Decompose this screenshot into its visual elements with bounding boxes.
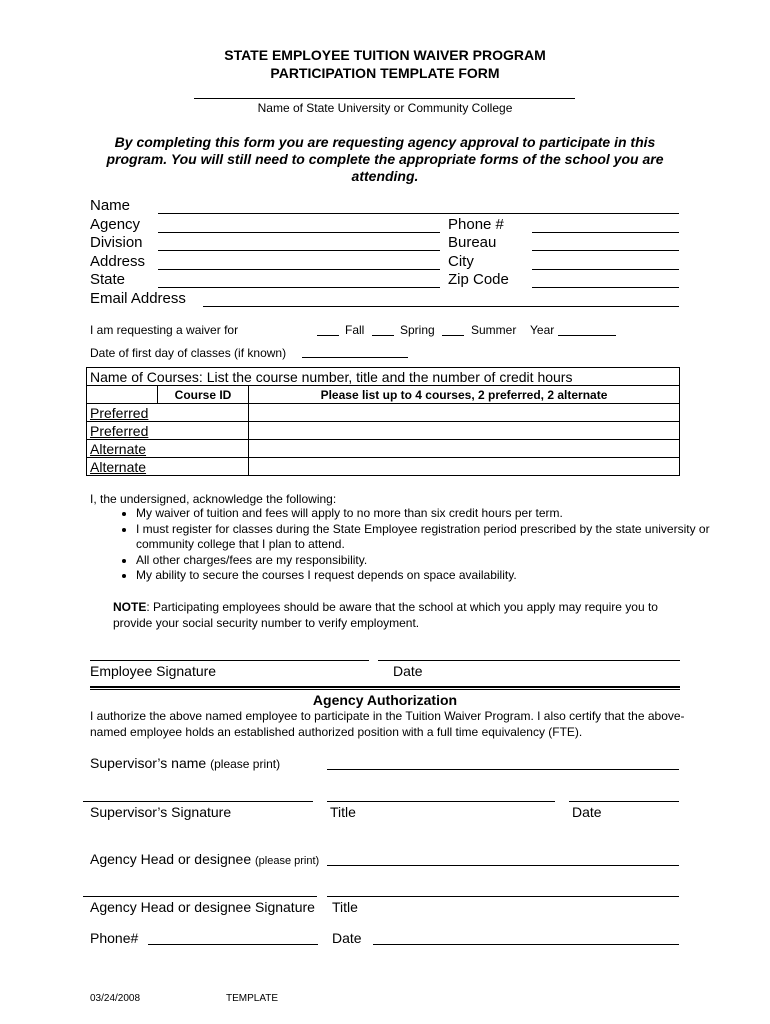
course-entry-cell[interactable]: [249, 440, 680, 458]
phone-number-label: Phone#: [90, 930, 139, 946]
agency-head-text: Agency Head or designee: [90, 851, 252, 867]
supervisor-signature-line[interactable]: [83, 801, 313, 802]
agency-label: Agency: [90, 216, 141, 233]
state-field[interactable]: [158, 287, 440, 288]
year-field[interactable]: [558, 335, 616, 336]
fall-label: Fall: [345, 323, 365, 337]
address-field[interactable]: [158, 269, 440, 270]
email-label: Email Address: [90, 290, 186, 307]
division-field[interactable]: [158, 250, 440, 251]
first-day-label: Date of first day of classes (if known): [90, 346, 287, 360]
agency-head-label: [90, 851, 319, 867]
summer-label: Summer: [471, 323, 517, 337]
note-text: : Participating employees should be aware that the school at which you apply may require you to provide your social security number to verify employment.: [113, 600, 658, 630]
header-spacer: [87, 386, 158, 404]
supervisor-date-label: Date: [572, 804, 602, 820]
summer-blank[interactable]: [442, 335, 464, 336]
footer-template-label: TEMPLATE: [226, 993, 279, 1004]
city-field[interactable]: [532, 269, 679, 270]
supervisor-title-label: Title: [330, 804, 356, 820]
city-label: City: [448, 253, 474, 270]
zip-label: Zip Code: [448, 271, 509, 288]
email-field[interactable]: [203, 306, 679, 307]
name-label: Name: [90, 197, 131, 214]
spring-label: Spring: [400, 323, 435, 337]
agency-head-signature-line[interactable]: [83, 896, 317, 897]
phone-number-field[interactable]: [148, 944, 318, 945]
row-label: Alternate: [87, 458, 249, 476]
list-item: • My ability to secure the courses I request depends on space availability.: [136, 568, 736, 584]
bureau-field[interactable]: [532, 250, 679, 251]
name-field[interactable]: [158, 213, 679, 214]
employee-date-label: Date: [393, 663, 423, 679]
table-row: [87, 422, 680, 440]
acknowledge-list: [90, 506, 736, 584]
courses-table: [86, 367, 680, 476]
bureau-label: Bureau: [448, 234, 497, 251]
section-divider: [90, 686, 680, 690]
employee-signature-label: Employee Signature: [90, 663, 217, 679]
list-item: • All other charges/fees are my responsibility.: [136, 553, 736, 569]
form-title-line2: PARTICIPATION TEMPLATE FORM: [270, 65, 500, 81]
agency-authorization-heading: Agency Authorization: [312, 692, 458, 708]
supervisor-name-label: [90, 755, 280, 771]
supervisor-signature-label: Supervisor’s Signature: [90, 804, 232, 820]
requesting-waiver-label: I am requesting a waiver for: [90, 323, 239, 337]
form-title-line1: STATE EMPLOYEE TUITION WAIVER PROGRAM: [224, 47, 546, 63]
table-row: [87, 458, 680, 476]
course-entry-cell[interactable]: [249, 404, 680, 422]
agency-authorization-text: I authorize the above named employee to participate in the Tuition Waiver Program. I also certify that the above-named employee holds an established authorized position with a full time equivalency (FTE).: [90, 709, 685, 739]
authorization-date-label: Date: [332, 930, 362, 946]
acknowledge-intro: I, the undersigned, acknowledge the following:: [90, 492, 337, 506]
fall-blank[interactable]: [317, 335, 339, 336]
course-entry-cell[interactable]: [249, 458, 680, 476]
table-row: [87, 404, 680, 422]
courses-caption: Name of Courses: List the course number, title and the number of credit hours: [87, 368, 680, 386]
phone-field[interactable]: [532, 232, 679, 233]
note-label: NOTE: [113, 600, 147, 614]
row-label: Preferred: [87, 404, 249, 422]
supervisor-title-line[interactable]: [327, 801, 555, 802]
address-label: Address: [90, 253, 146, 270]
supervisor-name-text: Supervisor’s name: [90, 755, 207, 771]
agency-head-title-label: Title: [332, 899, 358, 915]
authorization-date-field[interactable]: [373, 944, 679, 945]
row-label: Alternate: [87, 440, 249, 458]
please-print-note: (please print): [255, 855, 320, 867]
institution-name-line[interactable]: [194, 98, 575, 99]
division-label: Division: [90, 234, 143, 251]
row-label: Preferred: [87, 422, 249, 440]
employee-date-line[interactable]: [378, 660, 680, 661]
col-course-id: Course ID: [158, 386, 249, 404]
employee-signature-line[interactable]: [90, 660, 369, 661]
phone-label: Phone #: [448, 216, 504, 233]
year-label: Year: [530, 323, 555, 337]
list-item: • I must register for classes during the State Employee registration period prescribed by the state university or community college that I plan to attend.: [136, 522, 736, 553]
agency-head-signature-label: Agency Head or designee Signature: [90, 899, 315, 915]
agency-head-field[interactable]: [327, 865, 679, 866]
col-course-list: Please list up to 4 courses, 2 preferred, 2 alternate: [249, 386, 680, 404]
footer-date: 03/24/2008: [90, 993, 141, 1004]
course-entry-cell[interactable]: [249, 422, 680, 440]
spring-blank[interactable]: [372, 335, 394, 336]
please-print-note: (please print): [210, 757, 281, 771]
supervisor-name-field[interactable]: [327, 769, 679, 770]
approval-notice: By completing this form you are requesting agency approval to participate in this program. You will still need to complete the appropriate forms of the school you are attending.: [106, 134, 664, 184]
first-day-field[interactable]: [302, 357, 408, 358]
agency-field[interactable]: [158, 232, 440, 233]
institution-caption: Name of State University or Community College: [257, 101, 513, 115]
agency-head-title-line[interactable]: [327, 896, 679, 897]
zip-field[interactable]: [532, 287, 679, 288]
note-paragraph: [113, 600, 685, 631]
supervisor-date-line[interactable]: [569, 801, 679, 802]
state-label: State: [90, 271, 126, 288]
table-row: [87, 440, 680, 458]
list-item: • My waiver of tuition and fees will apply to no more than six credit hours per term.: [136, 506, 736, 522]
